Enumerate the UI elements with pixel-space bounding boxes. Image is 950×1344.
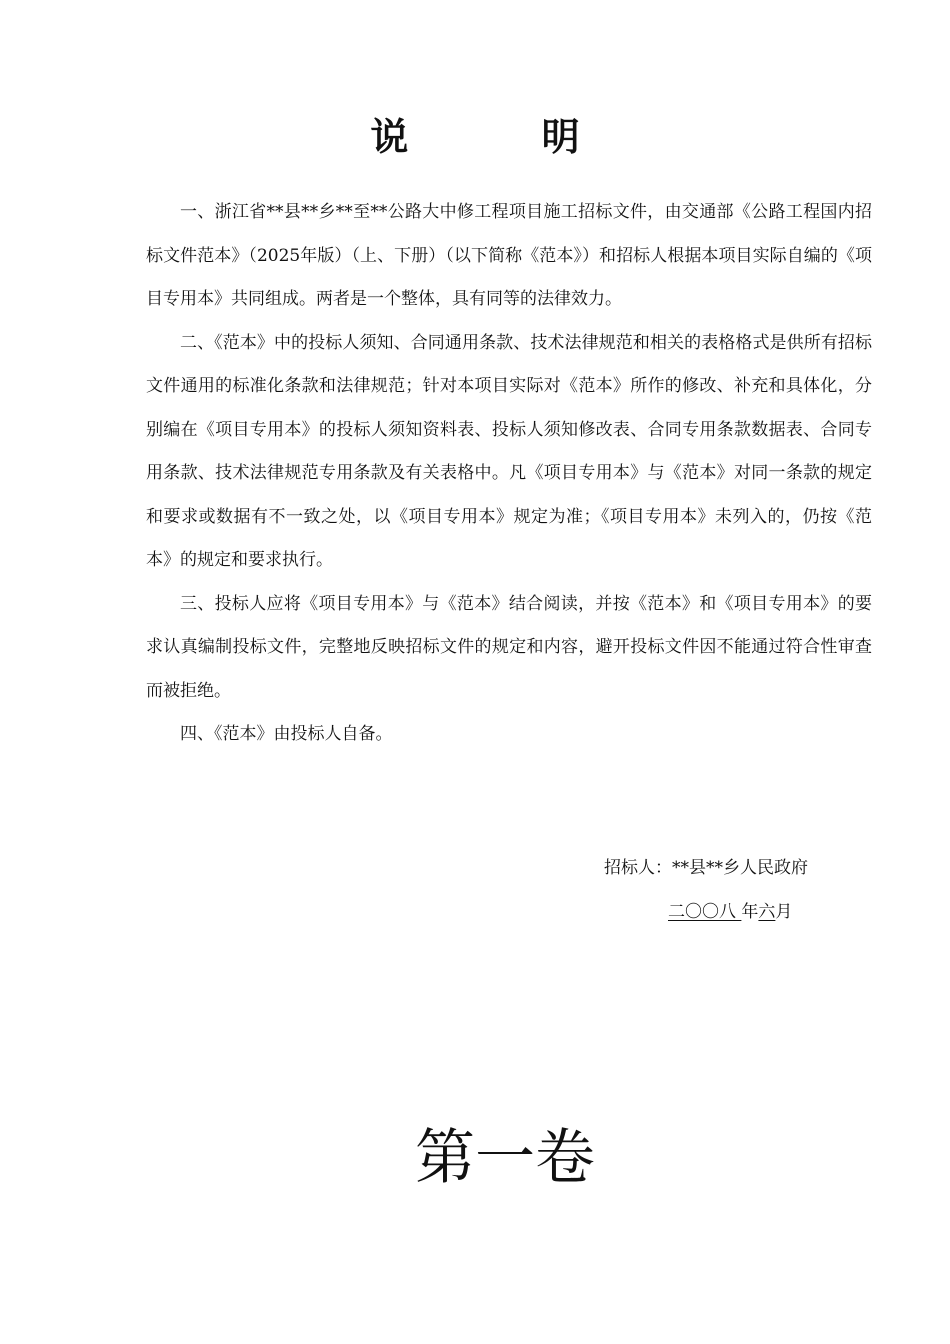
date-year-suffix: 年 xyxy=(741,902,759,922)
paragraph-3: 三、投标人应将《项目专用本》与《范本》结合阅读，并按《范本》和《项目专用本》的要求认真编制投标文件，完整地反映招标文件的规定和内容，避开投标文件因不能通过符合性审查而被拒绝。 xyxy=(146,593,872,701)
paragraph-2: 二、《范本》中的投标人须知、合同通用条款、技术法律规范和相关的表格格式是供所有招标文件通用的标准化条款和法律规范；针对本项目实际对《范本》所作的修改、补充和具体化，分别编在《项目专用本》的投标人须知资料表、投标人须知修改表、合同专用条款数据表、合同专用条款、技术法律规范专用条款及有关表格中。凡《项目专用本》与《范本》对同一条款的规定和要求或数据有不一致之处，以《项目专用本》规定为准；《项目专用本》未列入的，仍按《范本》的规定和要求执行。 xyxy=(146,332,872,570)
volume-heading: 第一卷 xyxy=(415,1123,595,1193)
date-month-suffix: 月 xyxy=(775,902,793,922)
body-text xyxy=(146,191,872,757)
date-year: 二〇〇八 xyxy=(668,902,742,922)
signature-line: 招标人：**县**乡人民政府 xyxy=(604,858,808,878)
page-title: 说 明 xyxy=(370,115,640,159)
date-month: 六 xyxy=(758,902,776,922)
date-line xyxy=(668,894,792,930)
paragraph-1: 一、浙江省**县**乡**至**公路大中修工程项目施工招标文件，由交通部《公路工程国内招标文件范本》（2025年版）（上、下册）（以下简称《范本》）和招标人根据本项目实际自编的《项目专用本》共同组成。两者是一个整体，具有同等的法律效力。 xyxy=(146,202,872,309)
paragraph-4: 四、《范本》由投标人自备。 xyxy=(180,724,393,744)
